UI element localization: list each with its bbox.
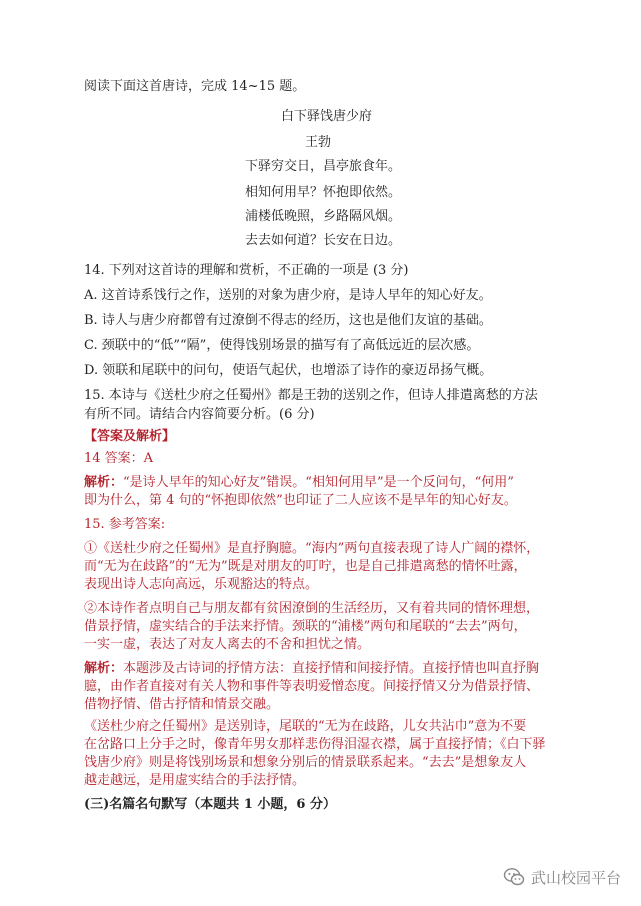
a15-p4-line-4: 越走越远，是用虚实结合的手法抒情。 (84, 773, 306, 788)
a15-p1-line-2: 而“无为在歧路”的“无为”既是对朋友的叮咛，也是自己排遣离愁的情怀吐露， (84, 559, 527, 574)
wechat-icon (503, 866, 525, 888)
a15-p4-line-2: 在岔路口上分手之时，像青年男女那样悲伤得泪湿衣襟，属于直接抒情；《白下驿 (84, 737, 546, 752)
poem-line-1: 下驿穷交日，昌亭旅食年。 (245, 159, 402, 174)
a15-p1-line-3: 表现出诗人志向高远，乐观豁达的特点。 (84, 577, 319, 592)
answer-header: 【答案及解析】 (84, 429, 176, 444)
a14-analysis-line-1 (84, 474, 514, 492)
a15-analysis-line-2: 臆，由作者直接对有关人物和事件等表明爱憎态度。间接抒情又分为借景抒情、 (84, 679, 540, 694)
q14-option-b: B. 诗人与唐少府都曾有过潦倒不得志的经历，这也是他们友谊的基础。 (84, 313, 492, 328)
a15-p2-line-1: ②本诗作者点明自己与朋友都有贫困潦倒的生活经历，又有着共同的情怀理想， (84, 601, 540, 616)
poem-line-2: 相知何用早？怀抱即依然。 (245, 185, 402, 200)
poem-author: 王勃 (305, 135, 332, 150)
q15-stem-line-2: 有所不同。请结合内容简要分析。(6 分) (84, 407, 315, 422)
q14-option-c: C. 颈联中的“低”“隔”，使得饯别场景的描写有了高低远近的层次感。 (84, 338, 480, 353)
poem-title: 白下驿饯唐少府 (281, 109, 373, 124)
poem-line-3: 浦楼低晚照，乡路隔风烟。 (245, 209, 402, 224)
a15-p2-line-3: 一实一虚，表达了对友人离去的不舍和担忧之情。 (84, 637, 371, 652)
a15-p4-line-3: 饯唐少府》则是将饯别场景和想象分别后的情景联系起来。“去去”是想象友人 (84, 755, 527, 770)
q14-stem: 14. 下列对这首诗的理解和赏析，不正确的一项是 (3 分) (84, 263, 409, 278)
a14-analysis-line-2: 即为什么，第 4 句的“怀抱即依然”也印证了二人应该不是早年的知心好友。 (84, 493, 517, 508)
intro-text: 阅读下面这首唐诗，完成 14~15 题。 (84, 79, 306, 94)
a15-analysis-label: 解析： (84, 661, 124, 676)
poem-line-4: 去去如何道？长安在日边。 (245, 233, 402, 248)
a15-p4-line-1: 《送杜少府之任蜀州》是送别诗，尾联的“无为在歧路，儿女共沾巾”意为不要 (84, 719, 527, 734)
q14-option-d: D. 领联和尾联中的问句，使语气起伏，也增添了诗作的豪迈昂扬气概。 (84, 363, 493, 378)
a15-analysis-text-1: 本题涉及古诗词的抒情方法：直接抒情和间接抒情。直接抒情也叫直抒胸 (123, 661, 540, 676)
watermark (503, 866, 621, 888)
watermark-text: 武山校园平台 (530, 868, 621, 887)
a15-p1-line-1: ①《送杜少府之任蜀州》是直抒胸臆。“海内”两句直接表现了诗人广阔的襟怀， (84, 541, 540, 556)
a14-analysis-label: 解析： (84, 475, 124, 490)
a15-analysis-line-3: 借物抒情、借古抒情和情景交融。 (84, 697, 280, 712)
q14-option-a: A. 这首诗系饯行之作，送别的对象为唐少府，是诗人早年的知心好友。 (84, 288, 492, 303)
a15-p2-line-2: 借景抒情，虚实结合的手法来抒情。颈联的“浦楼”两句和尾联的“去去”两句， (84, 619, 527, 634)
a14-answer: 14 答案：A (84, 451, 154, 466)
a15-analysis-line-1 (84, 660, 539, 678)
section-three-heading: (三)名篇名句默写（本题共 1 小题，6 分） (84, 797, 336, 812)
a14-analysis-text-1: “是诗人早年的知心好友”错误。“相知何用早”是一个反问句，“何用” (123, 475, 514, 490)
a15-reference: 15. 参考答案: (84, 517, 166, 532)
q15-stem-line-1: 15. 本诗与《送杜少府之任蜀州》都是王勃的送别之作，但诗人排遣离愁的方法 (84, 388, 538, 403)
